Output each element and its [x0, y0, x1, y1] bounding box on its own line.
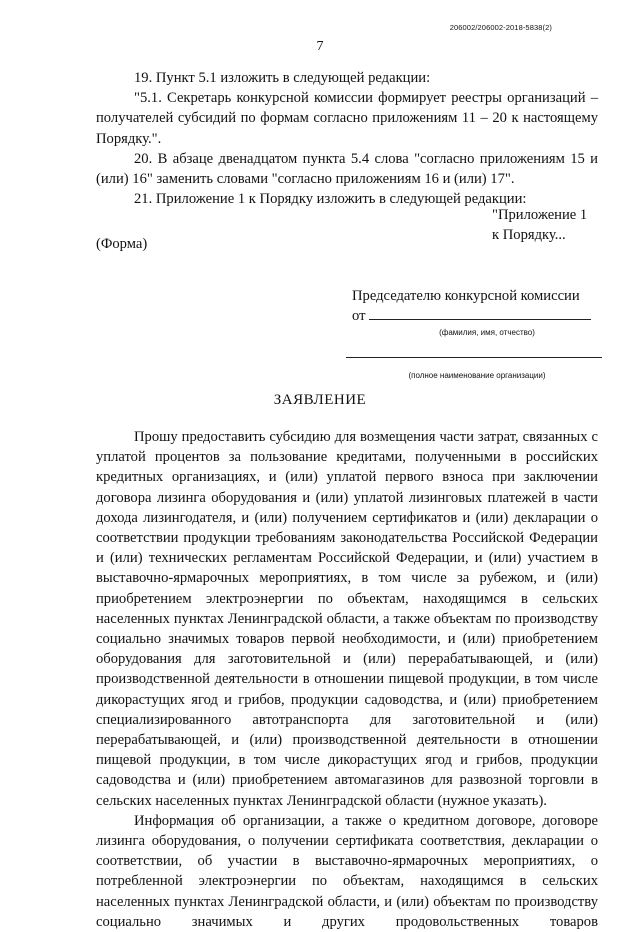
name-caption: (фамилия, имя, отчество) — [439, 328, 535, 337]
request-paragraph: Прошу предоставить субсидию для возмещения части затрат, связанных с уплатой процентов за пользование кредитами, полученными в российских кредитных организациях, и (или) уплатой первого взноса при заключении договора лизинга оборудования и (или) уплатой лизинговых платежей в части дохода лизингодателя, и (или) получением сертификатов и (или) декларации о соответствии продукции требованиям законодательства Российской Федерации и (или) технических регламентам Российской Федерации, и (или) участием в выставочно-ярмарочных мероприятиях, в том числе за рубежом, и (или) приобретением электроэнергии по объектам, находящимся в сельских населенных пунктах Ленинградской области, а также объектам по производству социально значимых товаров первой необходимости, и (или) приобретением оборудования для заготовительной и (или) перерабатывающей, и (или) производственной деятельности в отношении пищевой продукции, в том числе дикорастущих ягод и грибов, продукции садоводства, и (или) приобретением специализированного автотранспорта для заготовительной и (или) перерабатывающей, и (или) производственной деятельности в отношении пищевой продукции, в том числе дикорастущих ягод и грибов, продукции садоводства и (или) приобретением автомагазинов для развозной торговли в сельских населенных пунктах Ленинградской области (нужное указать). — [96, 429, 598, 809]
addressee-block — [352, 286, 602, 386]
org-caption: (полное наименование организации) — [408, 371, 546, 380]
paragraph-21: 21. Приложение 1 к Порядку изложить в следующей редакции: — [134, 191, 527, 208]
annex-line-2: к Порядку... — [492, 227, 566, 243]
annex-line-1: "Приложение 1 — [492, 207, 588, 223]
paragraph-5-1: "5.1. Секретарь конкурсной комиссии формирует реестры организаций – получателей субсидий по формам согласно приложениям 11 – 20 к настоящему Порядку.". — [96, 90, 598, 147]
form-label: (Форма) — [96, 236, 148, 252]
name-fill-line — [369, 307, 591, 320]
org-fill-line — [346, 347, 602, 358]
document-title: ЗАЯВЛЕНИЕ — [273, 392, 367, 408]
annex-reference — [492, 205, 587, 245]
from-label: от — [352, 308, 366, 324]
application-body — [96, 427, 598, 932]
paragraph-20: 20. В абзаце двенадцатом пункта 5.4 слова "согласно приложениям 15 и (или) 16" заменить словами "согласно приложениям 16 и (или) 17". — [96, 150, 598, 188]
addressee-line: Председателю конкурсной комиссии — [352, 288, 580, 304]
info-paragraph: Информация об организации, а также о кредитном договоре, договоре лизинга оборудования, о получении сертификата соответствия, декларации о соответствии, об участии в выставочно-ярмарочных мероприятиях, о потребленной электроэнергии по объектам, находящимся в сельских населенных пунктах Ленинградской области, и (или) объектам по производству социально значимых и других продовольственных товаров — [96, 812, 598, 930]
document-id: 206002/206002-2018-5838(2) — [449, 23, 552, 32]
amendments-block — [96, 68, 598, 209]
paragraph-19: 19. Пункт 5.1 изложить в следующей редакции: — [134, 70, 431, 86]
page-number: 7 — [316, 39, 324, 54]
